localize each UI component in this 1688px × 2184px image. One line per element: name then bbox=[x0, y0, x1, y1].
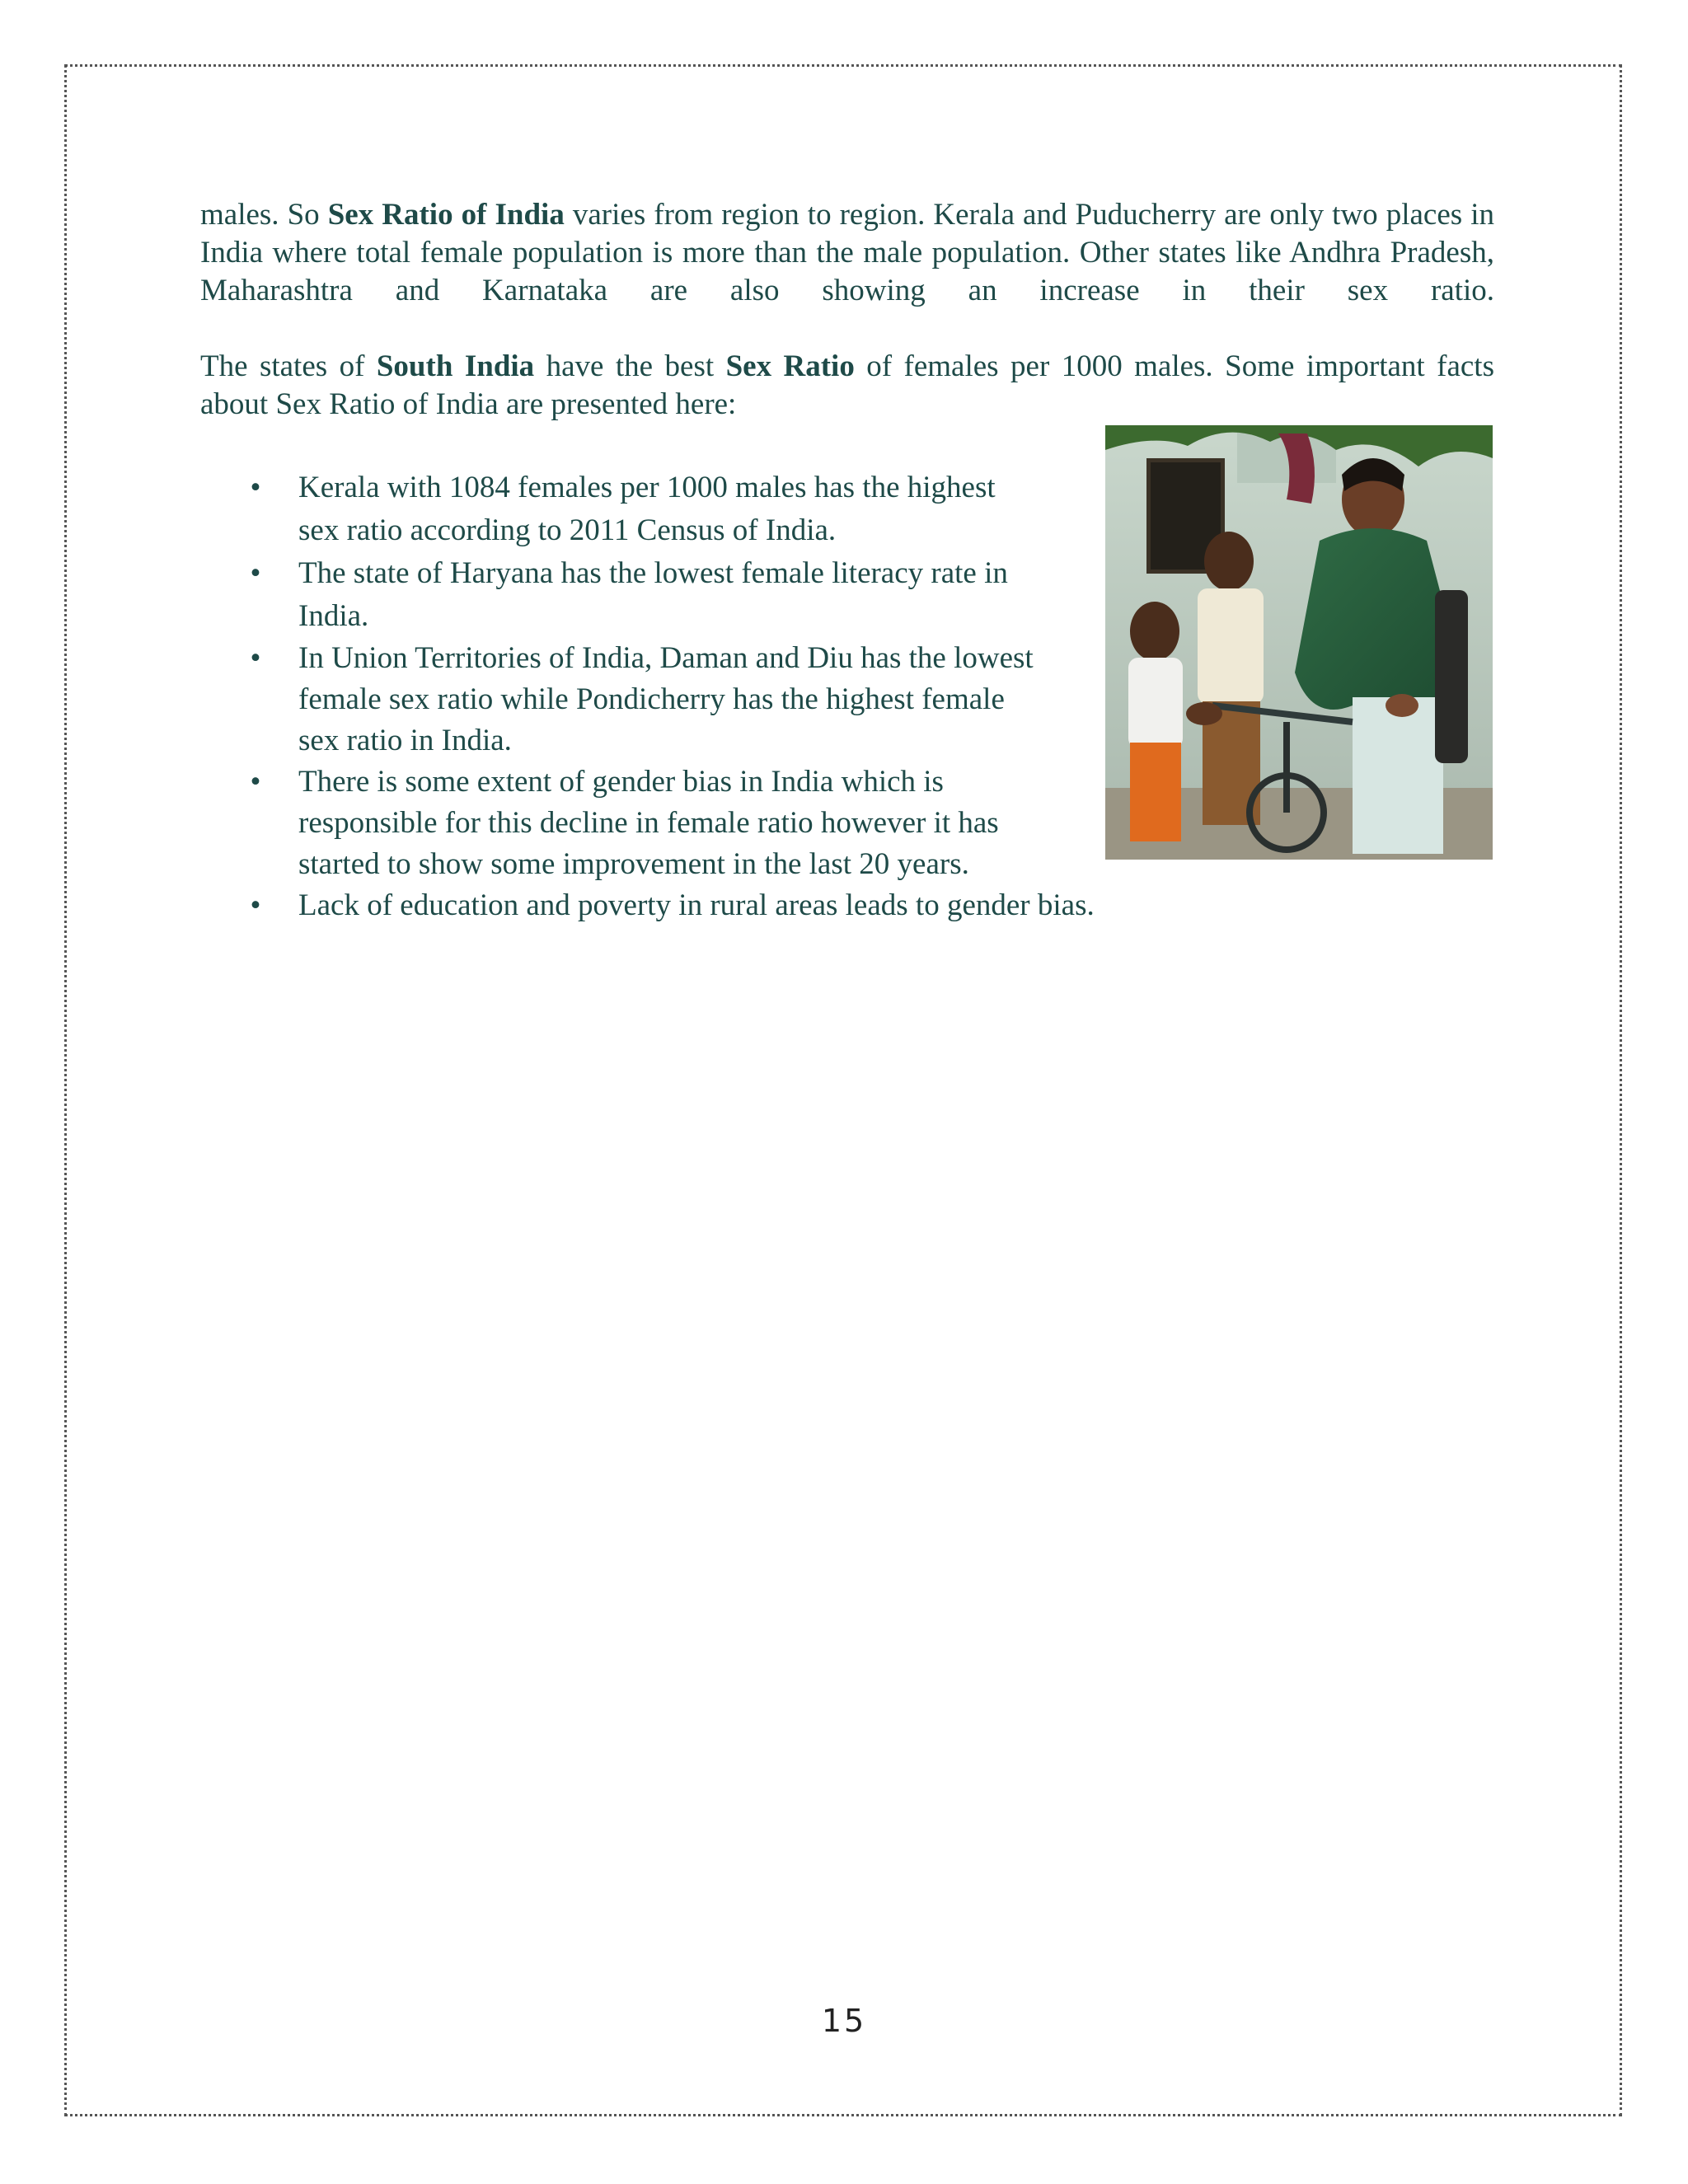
bold-term-sex-ratio: Sex Ratio bbox=[725, 349, 855, 383]
list-item bbox=[247, 762, 1203, 885]
list-item-line: female sex ratio while Pondicherry has the highest female bbox=[298, 682, 1005, 716]
text-span: places in India where total female population is more than the male population. Other states like bbox=[200, 198, 1494, 269]
bullet-icon: • bbox=[250, 888, 261, 922]
page-number: 15 bbox=[821, 2003, 867, 2039]
text-span: varies from region to region. Kerala and Puducherry are only two bbox=[564, 198, 1378, 232]
list-item-line: responsible for this decline in female ratio however it has bbox=[298, 806, 999, 840]
document-body bbox=[200, 196, 1494, 424]
list-item-line: India. bbox=[298, 599, 369, 633]
list-item-line: The state of Haryana has the lowest female literacy rate in bbox=[298, 556, 1008, 590]
list-item bbox=[247, 552, 1203, 638]
text-span: facts about Sex Ratio of India are presented here: bbox=[200, 349, 1494, 421]
facts-list bbox=[247, 466, 1203, 926]
list-item bbox=[247, 466, 1203, 552]
bullet-icon: • bbox=[250, 765, 261, 799]
list-item-line: sex ratio in India. bbox=[298, 724, 512, 757]
bold-term-sex-ratio-of-india: Sex Ratio of India bbox=[327, 198, 565, 232]
list-item-line: There is some extent of gender bias in India which is bbox=[298, 765, 944, 799]
text-span: males. So bbox=[200, 198, 328, 232]
text-span: have the best bbox=[534, 349, 726, 383]
bullet-icon: • bbox=[250, 641, 261, 675]
bullet-icon: • bbox=[250, 556, 261, 590]
list-item-line: Lack of education and poverty in rural areas leads to gender bias. bbox=[298, 888, 1095, 922]
list-item bbox=[247, 638, 1203, 762]
paragraph-sex-ratio-variation bbox=[200, 196, 1494, 310]
photo-girl-with-bicycle-and-boys bbox=[1105, 425, 1493, 860]
list-item-line: In Union Territories of India, Daman and Diu has the lowest bbox=[298, 641, 1034, 675]
paragraph-south-india bbox=[200, 348, 1494, 424]
text-span: of females per 1000 males. Some important bbox=[854, 349, 1425, 383]
list-item-line: Kerala with 1084 females per 1000 males has the highest bbox=[298, 471, 996, 504]
list-item-line: sex ratio according to 2011 Census of India. bbox=[298, 513, 837, 547]
bullet-icon: • bbox=[250, 471, 261, 504]
text-span: The states of bbox=[200, 349, 377, 383]
list-item-line: started to show some improvement in the last 20 years. bbox=[298, 847, 969, 881]
text-span: Andhra Pradesh, Maharashtra and Karnataka are also showing an increase in their sex ratio. bbox=[200, 236, 1494, 307]
bold-term-south-india: South India bbox=[376, 349, 535, 383]
list-item bbox=[247, 885, 1203, 926]
